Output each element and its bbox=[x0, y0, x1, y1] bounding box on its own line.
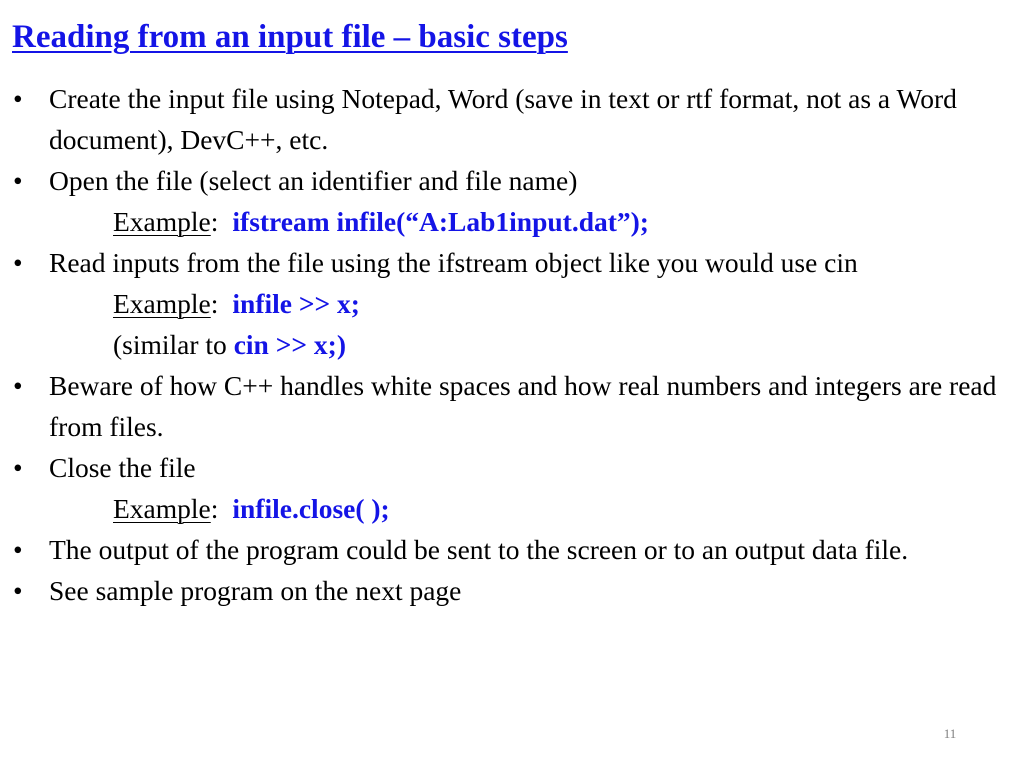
similar-note bbox=[0, 324, 1024, 365]
bullet-dot: • bbox=[13, 247, 23, 278]
example-open-file bbox=[0, 201, 1024, 242]
slide-title: Reading from an input file – basic steps bbox=[12, 19, 568, 55]
page-number: 11 bbox=[943, 726, 957, 741]
example-label: Example bbox=[113, 206, 211, 237]
code-snippet: ifstream infile(“A:Lab1input.dat”); bbox=[232, 206, 649, 237]
similar-note-suffix: ) bbox=[336, 329, 346, 360]
bullet-text: Beware of how C++ handles white spaces and how real numbers and integers are read from files. bbox=[49, 370, 997, 442]
example-colon: : bbox=[210, 288, 219, 319]
bullet-dot: • bbox=[13, 452, 23, 483]
bullet-text: Close the file bbox=[49, 452, 196, 483]
example-close-file bbox=[0, 488, 1024, 529]
bullet-text: Open the file (select an identifier and file name) bbox=[49, 165, 578, 196]
example-read-inputs bbox=[0, 283, 1024, 324]
bullet-item-create-file bbox=[0, 78, 1024, 160]
bullet-item-output bbox=[0, 529, 1024, 570]
similar-note-prefix: (similar to bbox=[113, 329, 234, 360]
bullet-item-open-file bbox=[0, 160, 1024, 201]
bullet-item-read-inputs bbox=[0, 242, 1024, 283]
example-colon: : bbox=[210, 493, 219, 524]
code-snippet: infile >> x; bbox=[232, 288, 360, 319]
bullet-dot: • bbox=[13, 83, 23, 114]
example-label: Example bbox=[113, 288, 211, 319]
code-snippet: infile.close( ); bbox=[232, 493, 390, 524]
bullet-item-white-spaces bbox=[0, 365, 1024, 447]
bullet-item-sample-program bbox=[0, 570, 1024, 611]
bullet-text: The output of the program could be sent to the screen or to an output data file. bbox=[49, 534, 909, 565]
bullet-dot: • bbox=[13, 165, 23, 196]
code-snippet: cin >> x; bbox=[233, 329, 337, 360]
bullet-item-close-file bbox=[0, 447, 1024, 488]
bullet-text: See sample program on the next page bbox=[49, 575, 462, 606]
bullet-dot: • bbox=[13, 575, 23, 606]
bullet-text: Create the input file using Notepad, Word (save in text or rtf format, not as a Word document), DevC++, etc. bbox=[49, 83, 957, 155]
bullet-list bbox=[0, 78, 1024, 611]
bullet-dot: • bbox=[13, 370, 23, 401]
example-colon: : bbox=[210, 206, 219, 237]
example-label: Example bbox=[113, 493, 211, 524]
bullet-text: Read inputs from the file using the ifstream object like you would use cin bbox=[49, 247, 858, 278]
bullet-dot: • bbox=[13, 534, 23, 565]
